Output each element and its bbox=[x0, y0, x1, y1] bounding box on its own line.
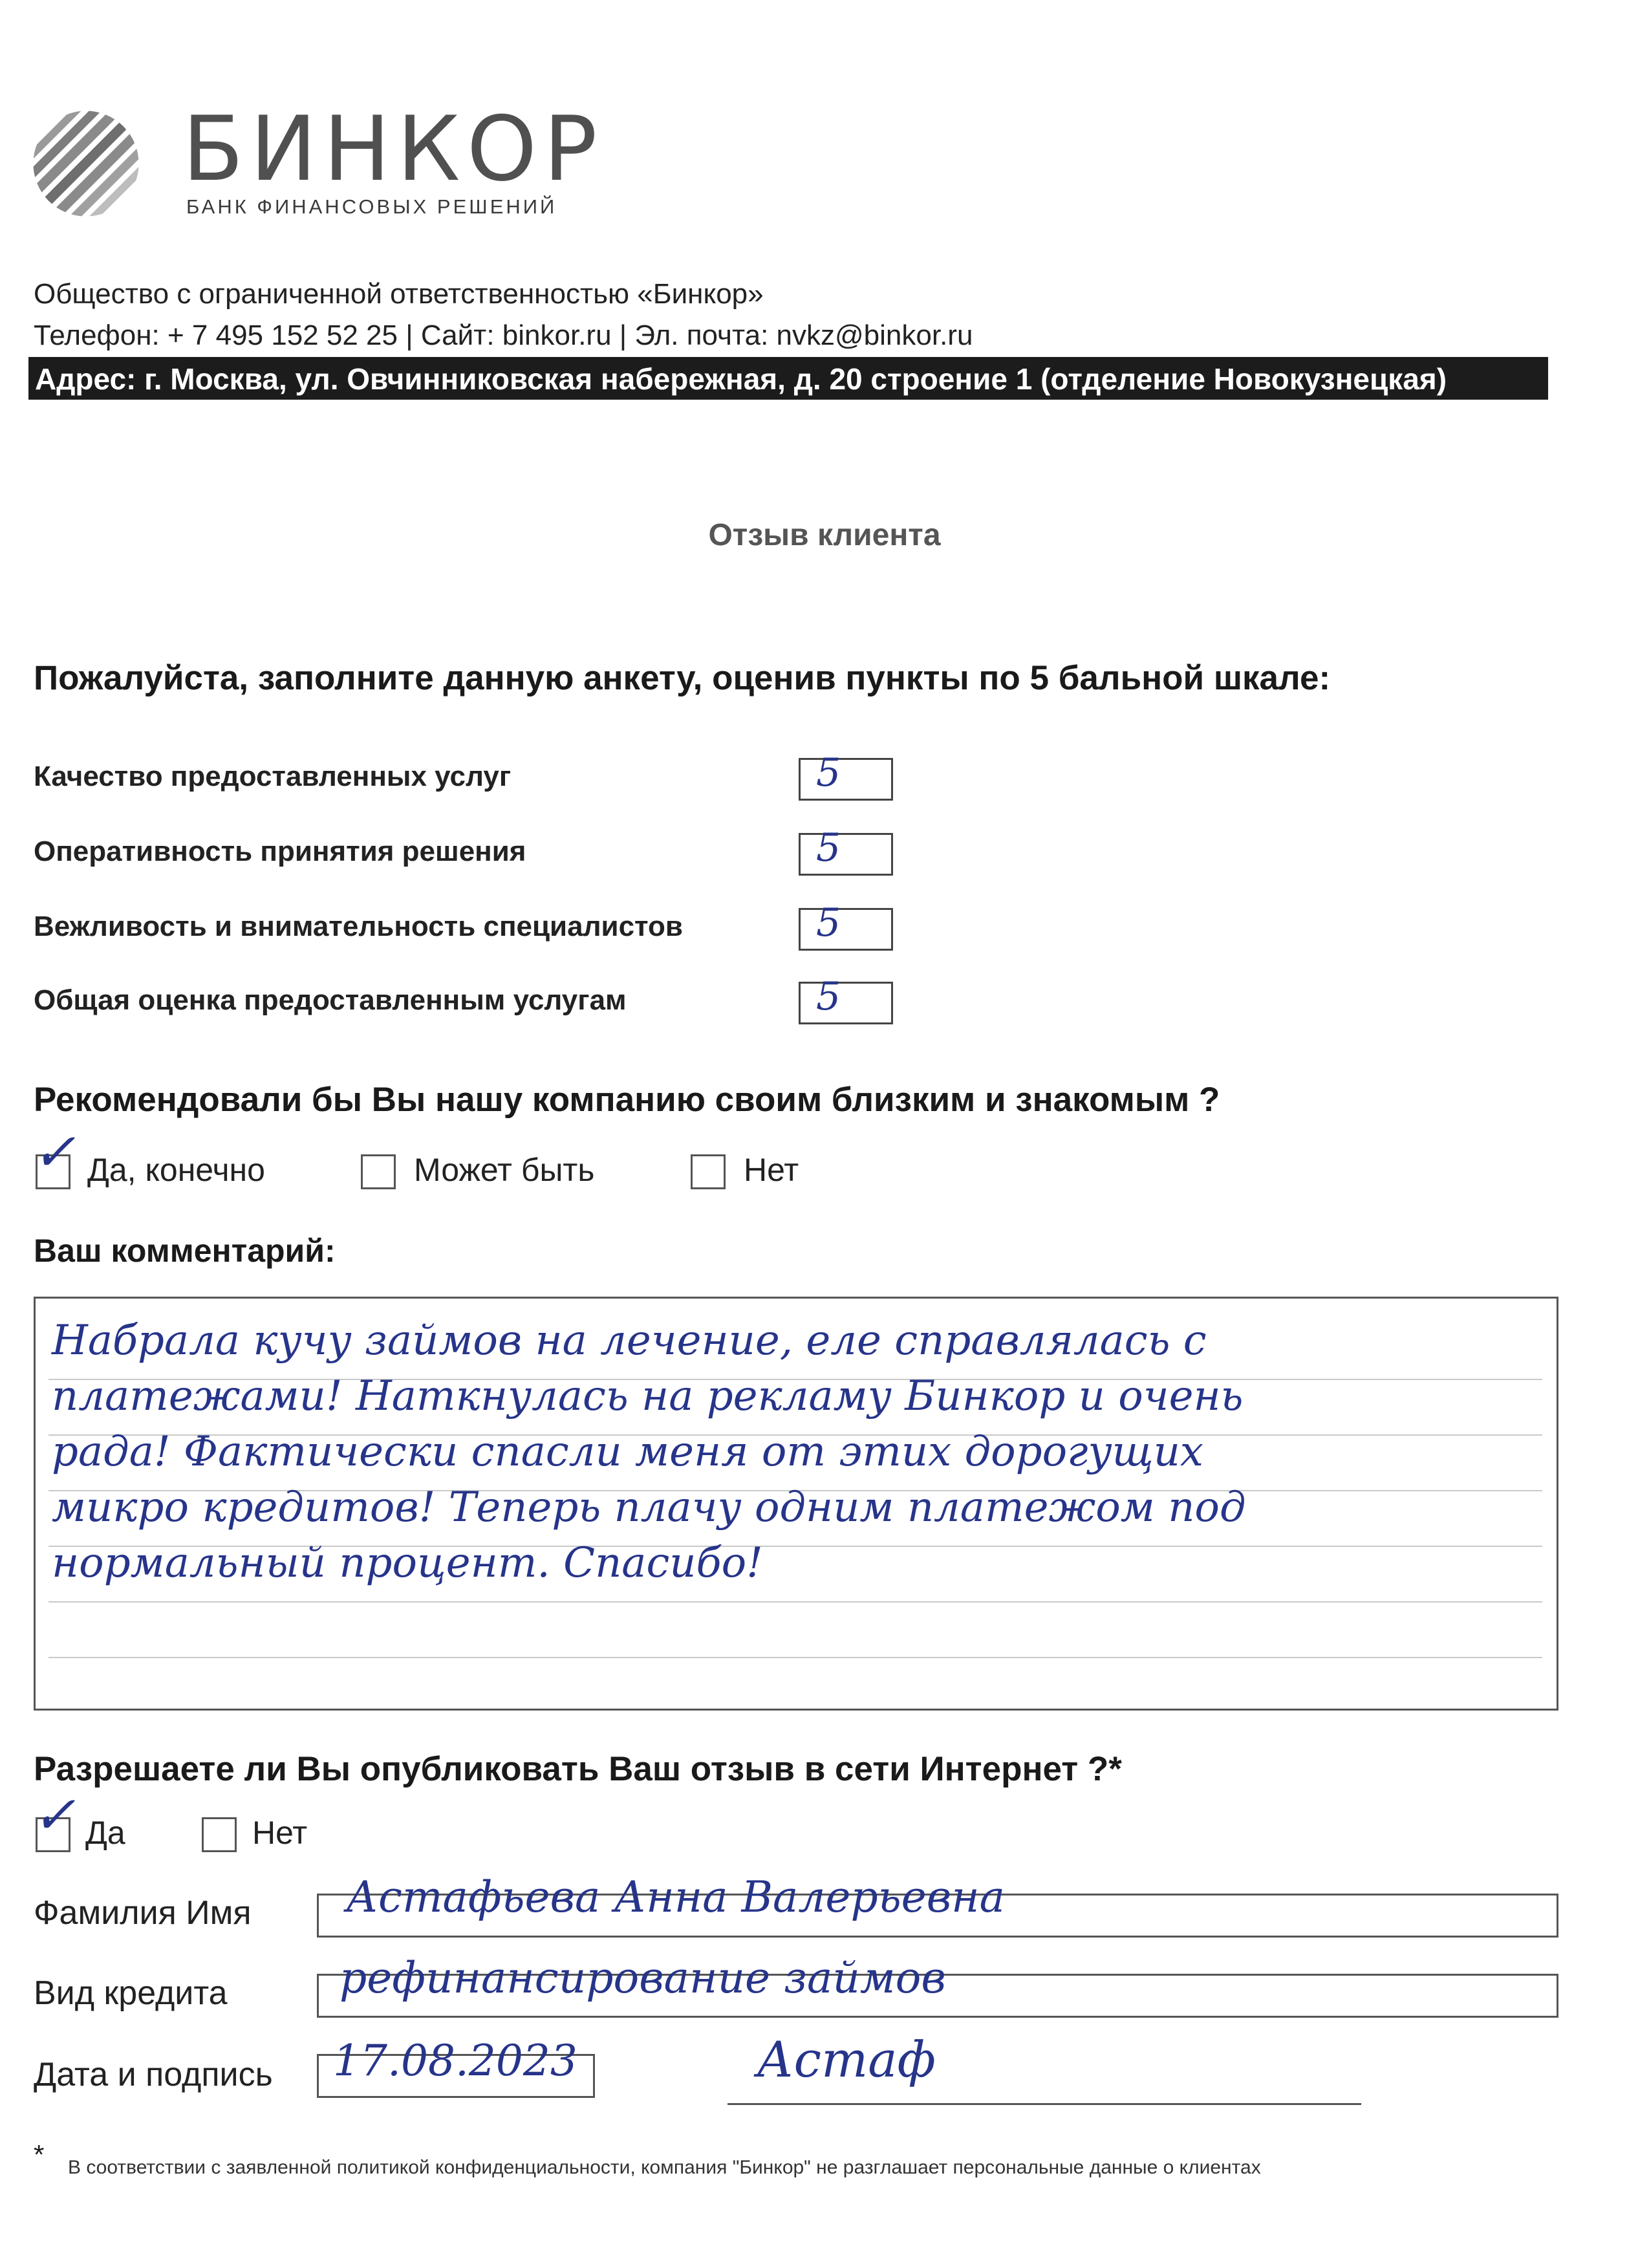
rating-question: Пожалуйста, заполните данную анкету, оценив пункты по 5 бальной шкале: bbox=[34, 659, 1331, 697]
check-mark: ✓ bbox=[32, 1785, 76, 1845]
name-value: Астафьева Анна Валерьевна bbox=[346, 1872, 1005, 1922]
option-label-publish-yes: Да bbox=[85, 1815, 125, 1851]
recommend-question: Рекомендовали бы Вы нашу компанию своим близким и знакомым ? bbox=[34, 1081, 1220, 1119]
rating-value-politeness: 5 bbox=[816, 900, 841, 945]
rating-box-politeness[interactable] bbox=[799, 908, 893, 951]
striped-globe-icon bbox=[31, 109, 141, 219]
checkbox-maybe[interactable] bbox=[361, 1154, 396, 1189]
rating-label-speed: Оперативность принятия решения bbox=[34, 836, 526, 867]
address-text: Адрес: г. Москва, ул. Овчинниковская набережная, д. 20 строение 1 (отделение Новокузнецкая) bbox=[35, 362, 1447, 396]
check-mark: ✓ bbox=[32, 1122, 76, 1182]
date-value: 17.08.2023 bbox=[333, 2036, 577, 2086]
credit-type-label: Вид кредита bbox=[34, 1974, 228, 2012]
comment-line: Набрала кучу займов на лечение, еле справлялась с bbox=[52, 1317, 1207, 1365]
rating-label-politeness: Вежливость и внимательность специалистов bbox=[34, 911, 683, 942]
checkbox-publish-no[interactable] bbox=[202, 1817, 237, 1852]
form-title: Отзыв клиента bbox=[708, 518, 941, 552]
signature: Астаф bbox=[757, 2031, 936, 2088]
contact-line: Телефон: + 7 495 152 52 25 | Сайт: binkor.ru | Эл. почта: nvkz@binkor.ru bbox=[34, 319, 973, 351]
comment-line: рада! Фактически спасли меня от этих дорогущих bbox=[52, 1428, 1203, 1476]
signature-line bbox=[727, 2103, 1361, 2105]
publish-question: Разрешаете ли Вы опубликовать Ваш отзыв в сети Интернет ?* bbox=[34, 1750, 1122, 1788]
rating-value-speed: 5 bbox=[816, 825, 841, 870]
option-label-maybe: Может быть bbox=[414, 1152, 595, 1188]
rating-value-overall: 5 bbox=[816, 974, 841, 1019]
date-signature-label: Дата и подпись bbox=[34, 2056, 273, 2093]
brand-tagline: БАНК ФИНАНСОВЫХ РЕШЕНИЙ bbox=[186, 195, 557, 218]
footnote-asterisk: * bbox=[34, 2139, 45, 2170]
comment-rule bbox=[48, 1601, 1542, 1603]
brand-name: БИНКОР bbox=[182, 97, 604, 201]
comment-label: Ваш комментарий: bbox=[34, 1233, 336, 1269]
comment-line: микро кредитов! Теперь плачу одним платежом под bbox=[52, 1484, 1246, 1531]
comment-text bbox=[52, 1313, 1533, 1591]
checkbox-no[interactable] bbox=[691, 1154, 726, 1189]
rating-label-quality: Качество предоставленных услуг bbox=[34, 761, 512, 792]
rating-box-overall[interactable] bbox=[799, 982, 893, 1024]
rating-label-overall: Общая оценка предоставленным услугам bbox=[34, 984, 627, 1016]
comment-rule bbox=[48, 1657, 1542, 1658]
option-label-yes-of-course: Да, конечно bbox=[87, 1152, 265, 1188]
rating-box-quality[interactable] bbox=[799, 758, 893, 801]
comment-line: нормальный процент. Спасибо! bbox=[52, 1539, 763, 1587]
option-label-no: Нет bbox=[744, 1152, 799, 1188]
rating-box-speed[interactable] bbox=[799, 833, 893, 876]
name-label: Фамилия Имя bbox=[34, 1894, 252, 1932]
credit-type-value: рефинансирование займов bbox=[339, 1953, 946, 2003]
organization-name: Общество с ограниченной ответственностью «Бинкор» bbox=[34, 278, 764, 310]
privacy-footnote: В соответствии с заявленной политикой конфиденциальности, компания "Бинкор" не разглашает персональные данные о клиентах bbox=[68, 2157, 1261, 2178]
comment-line: платежами! Наткнулась на рекламу Бинкор и очень bbox=[52, 1372, 1244, 1420]
option-label-publish-no: Нет bbox=[252, 1815, 308, 1851]
rating-value-quality: 5 bbox=[816, 750, 841, 795]
